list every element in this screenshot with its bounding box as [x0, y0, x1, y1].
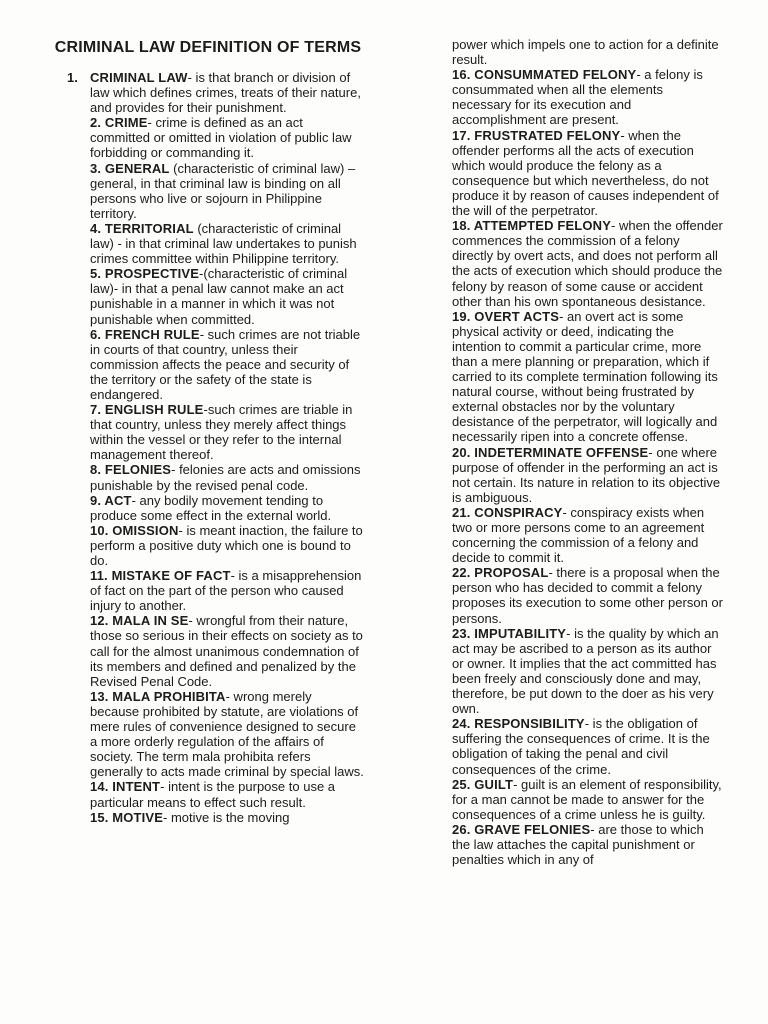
term-entry: [452, 128, 724, 219]
term-definition: - such crimes are not triable in courts of that country, unless their commission affects the peace and security of the territory or the safety of the state is endangered.: [90, 326, 361, 402]
continuation-text: power which impels one to action for a definite result.: [452, 37, 719, 68]
term-definition: - any bodily movement tending to produce some effect in the external world.: [90, 492, 332, 523]
term-definition: - is that branch or division of law which defines crimes, treats of their nature, and provides for their punishment.: [90, 70, 361, 116]
term-entry: [452, 309, 724, 445]
term-entry: [52, 613, 364, 688]
right-column: [452, 37, 724, 867]
term-entry: [452, 445, 724, 505]
term-entry: [52, 779, 364, 809]
term-entry: [52, 266, 364, 326]
term-definition: - crime is defined as an act committed or omitted in violation of public law forbidding or commanding it.: [90, 115, 352, 161]
term-name: 8. FELONIES: [90, 462, 172, 478]
term-definition: - an overt act is some physical activity or deed, indicating the intention to commit a particular crime, more than a mere planning or preparation, which if carried to its complete termination following its natural course, without being frustrated by external obstacles nor by the voluntary desistance of the perpetrator, will logically and necessarily ripen into a concrete offense.: [452, 308, 718, 445]
term-name: 13. MALA PROHIBITA: [90, 688, 226, 704]
term-name: 21. CONSPIRACY: [452, 504, 563, 520]
term-definition: - wrong merely because prohibited by statute, are violations of mere rules of convenience designed to secure a more orderly regulation of the affairs of society. The term mala prohibita refers generally to acts made criminal by special laws.: [90, 688, 364, 780]
term-entry: [52, 810, 364, 825]
term-definition: - motive is the moving: [163, 809, 290, 825]
term-entry: [52, 327, 364, 402]
term-name: 6. FRENCH RULE: [90, 326, 200, 342]
term-entry: [452, 716, 724, 776]
term-name: 7. ENGLISH RULE: [90, 402, 204, 418]
term-entry: [52, 402, 364, 462]
term-definition: - there is a proposal when the person who has decided to commit a felony proposes its execution to some other person or persons.: [452, 565, 723, 626]
term-name: 25. GUILT: [452, 776, 514, 792]
term-definition: - intent is the purpose to use a particular means to effect such result.: [90, 779, 336, 810]
term-definition: - one where purpose of offender in the performing an act is not certain. Its nature in relation to its objective is ambiguous.: [452, 444, 721, 505]
term-definition: - felonies are acts and omissions punishable by the revised penal code.: [90, 462, 361, 493]
term-entry: [52, 689, 364, 780]
term-entry: [52, 523, 364, 568]
term-name: 19. OVERT ACTS: [452, 308, 560, 324]
term-name: 17. FRUSTRATED FELONY: [452, 127, 621, 143]
term-name: 4. TERRITORIAL: [90, 220, 194, 236]
term-name: 26. GRAVE FELONIES: [452, 821, 591, 837]
term-name: 15. MOTIVE: [90, 809, 164, 825]
term-definition: - when the offender commences the commission of a felony directly by overt acts, and does not perform all the acts of execution which should produce the felony by reason of some cause or accident other than his own spontaneous desistance.: [452, 218, 723, 309]
term-entry: [452, 777, 724, 822]
term-name: 14. INTENT: [90, 779, 161, 795]
term-definition: - are those to which the law attaches the capital punishment or penalties which in any of: [452, 821, 704, 868]
term-name: 24. RESPONSIBILITY: [452, 716, 585, 732]
term-entry: [452, 822, 724, 867]
term-name: 12. MALA IN SE: [90, 613, 189, 629]
term-definition: -such crimes are triable in that country, unless they merely affect things within the vessel or they refer to the internal management thereof.: [90, 402, 353, 463]
term-definition: - a felony is consummated when all the elements necessary for its execution and accomplishment are present.: [452, 67, 703, 128]
term-entry: [52, 221, 364, 266]
term-entry: [452, 565, 724, 625]
term-name: 20. INDETERMINATE OFFENSE: [452, 444, 649, 460]
list-marker: 1.: [67, 70, 78, 85]
term-definition: - wrongful from their nature, those so serious in their effects on society as to call for the almost unanimous condemnation of its members and defined and penalized by the Revised Penal Code.: [90, 613, 363, 689]
term-name: 16. CONSUMMATED FELONY: [452, 67, 637, 83]
term-definition: - conspiracy exists when two or more persons come to an agreement concerning the commission of a felony and decide to commit it.: [452, 504, 705, 566]
term-definition: - guilt is an element of responsibility, for a man cannot be made to answer for the consequences of a crime unless he is guilty.: [452, 776, 722, 822]
term-list-left: [52, 70, 364, 825]
term-name: 3. GENERAL: [90, 160, 170, 176]
term-entry: [452, 626, 724, 717]
term-name: 9. ACT: [90, 492, 132, 508]
term-definition: - is meant inaction, the failure to perform a positive duty which one is bound to do.: [90, 522, 363, 568]
term-entry: [52, 70, 364, 115]
term-name: 5. PROSPECTIVE: [90, 266, 200, 282]
term-entry: [52, 462, 364, 492]
term-name: 18. ATTEMPTED FELONY: [452, 218, 612, 234]
term-entry: [452, 505, 724, 565]
term-entry: [52, 493, 364, 523]
page-title: CRIMINAL LAW DEFINITION OF TERMS: [54, 39, 362, 56]
term-entry: [52, 161, 364, 221]
term-name: 23. IMPUTABILITY: [452, 625, 567, 641]
term-definition: - when the offender performs all the acts of execution which would produce the felony as a consequence but which nevertheless, do not produce it by reason of causes independent of the will of the perpetrator.: [452, 127, 719, 219]
term-name: 10. OMISSION: [90, 522, 179, 538]
term-definition: -(characteristic of criminal law)- in that a penal law cannot make an act punishable in a manner in which it was not punishable when committed.: [90, 266, 348, 327]
term-definition: - is the quality by which an act may be ascribed to a person as its author or owner. It implies that the act committed has been freely and consciously done and may, therefore, be put down to the doer as his very own.: [452, 625, 719, 717]
term-name: 2. CRIME: [90, 115, 148, 131]
term-definition: (characteristic of criminal law) – general, in that criminal law is binding on all persons who live or sojourn in Philippine territory.: [90, 160, 356, 221]
term-entry: [452, 218, 724, 309]
term-definition: - is the obligation of suffering the consequences of crime. It is the obligation of taking the penal and civil consequences of the crime.: [452, 716, 710, 777]
term-entry: [452, 67, 724, 127]
term-definition: (characteristic of criminal law) - in that criminal law undertakes to punish crimes committee within Philippine territory.: [90, 220, 357, 267]
term-name: CRIMINAL LAW: [90, 70, 188, 85]
term-name: 11. MISTAKE OF FACT: [90, 568, 231, 584]
term-name: 22. PROPOSAL: [452, 565, 549, 581]
term-entry: [52, 568, 364, 613]
term-entry: [52, 115, 364, 160]
term-definition: - is a misapprehension of fact on the part of the person who caused injury to another.: [90, 568, 362, 614]
left-column: [52, 0, 364, 825]
